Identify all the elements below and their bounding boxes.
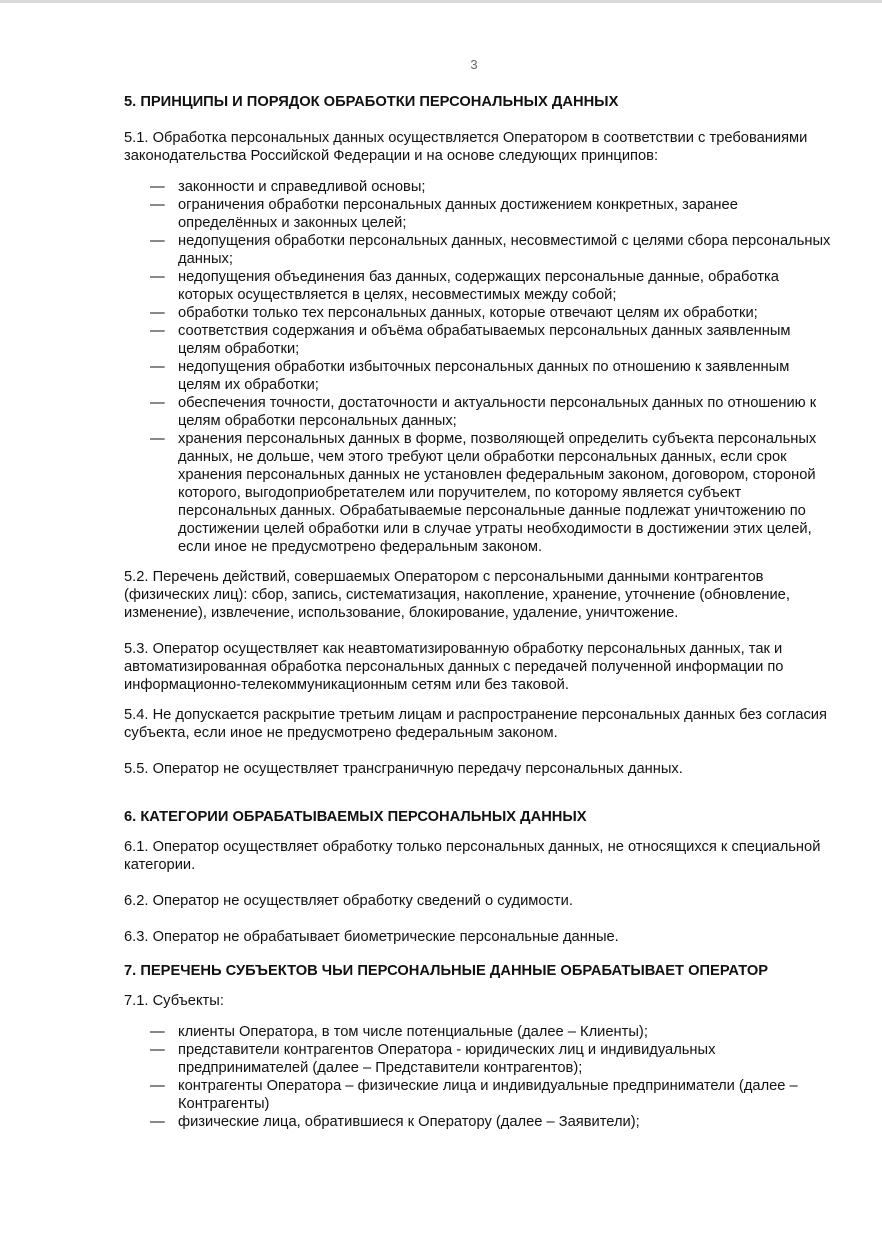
subjects-list [124, 1023, 834, 1131]
top-border [0, 0, 882, 3]
paragraph-5-2: 5.2. Перечень действий, совершаемых Оператором с персональными данными контрагентов (физических лиц): сбор, запись, систематизация, накопление, хранение, уточнение (обновление, изменение), извлечение, использование, блокирование, удаление, уничтожение. [124, 569, 790, 621]
paragraph-6-2: 6.2. Оператор не осуществляет обработку сведений о судимости. [124, 893, 573, 909]
paragraph-5-4: 5.4. Не допускается раскрытие третьим лицам и распространение персональных данных без согласия субъекта, если иное не предусмотрено федеральным законом. [124, 707, 827, 741]
document-body [124, 93, 834, 1131]
list-item: — хранения персональных данных в форме, позволяющей определить субъекта персональных данных, не дольше, чем этого требуют цели обработки персональных данных, если срок хранения персональных данных не установлен федеральным законом, договором, стороной которого, выгодоприобретателем или поручителем, по которому является субъект персональных данных. Обрабатываемые персональные данные подлежат уничтожению по достижении целей обработки или в случае утраты необходимости в достижении этих целей, если иное не предусмотрено федеральным законом. [150, 431, 817, 555]
list-item: — недопущения обработки персональных данных, несовместимой с целями сбора персональных данных; [150, 233, 831, 267]
dash-icon: — [150, 323, 165, 339]
list-item: — недопущения объединения баз данных, содержащих персональные данные, обработка которых осуществляется в целях, несовместимых между собой; [150, 269, 779, 303]
dash-icon: — [150, 179, 165, 195]
paragraph-6-3: 6.3. Оператор не обрабатывает биометрические персональные данные. [124, 929, 619, 945]
list-item: — физические лица, обратившиеся к Оператору (далее – Заявители); [150, 1114, 640, 1130]
dash-icon: — [150, 1078, 165, 1094]
paragraph-6-1: 6.1. Оператор осуществляет обработку только персональных данных, не относящихся к специальной категории. [124, 839, 821, 873]
section-7-heading: 7. ПЕРЕЧЕНЬ СУБЪЕКТОВ ЧЬИ ПЕРСОНАЛЬНЫЕ ДАННЫЕ ОБРАБАТЫВАЕТ ОПЕРАТОР [124, 963, 769, 979]
list-item: — клиенты Оператора, в том числе потенциальные (далее – Клиенты); [150, 1024, 648, 1040]
list-item: — контрагенты Оператора – физические лица и индивидуальные предприниматели (далее – Контрагенты) [150, 1078, 798, 1112]
dash-icon: — [150, 233, 165, 249]
dash-icon: — [150, 1042, 165, 1058]
list-item: — законности и справедливой основы; [150, 179, 426, 195]
dash-icon: — [150, 359, 165, 375]
dash-icon: — [150, 431, 165, 447]
list-item: — представители контрагентов Оператора - юридических лиц и индивидуальных предпринимателей (далее – Представители контрагентов); [150, 1042, 716, 1076]
list-item: — обработки только тех персональных данных, которые отвечают целям их обработки; [150, 305, 758, 321]
paragraph-5-3: 5.3. Оператор осуществляет как неавтоматизированную обработку персональных данных, так и автоматизированная обработка персональных данных с передачей полученной информации по информационно-телекоммуникационным сетям или без таковой. [124, 641, 784, 693]
paragraph-5-1: 5.1. Обработка персональных данных осуществляется Оператором в соответствии с требованиями законодательства Российской Федерации и на основе следующих принципов: [124, 130, 808, 164]
section-6-heading: 6. КАТЕГОРИИ ОБРАБАТЫВАЕМЫХ ПЕРСОНАЛЬНЫХ ДАННЫХ [124, 809, 587, 825]
section-5-heading: 5. ПРИНЦИПЫ И ПОРЯДОК ОБРАБОТКИ ПЕРСОНАЛЬНЫХ ДАННЫХ [124, 94, 619, 110]
paragraph-7-1: 7.1. Субъекты: [124, 993, 224, 1009]
page-number: 3 [470, 57, 478, 72]
principles-list [124, 178, 834, 556]
list-item: — обеспечения точности, достаточности и актуальности персональных данных по отношению к целям обработки персональных данных; [150, 395, 817, 429]
dash-icon: — [150, 395, 165, 411]
dash-icon: — [150, 269, 165, 285]
list-item: — соответствия содержания и объёма обрабатываемых персональных данных заявленным целям обработки; [150, 323, 791, 357]
dash-icon: — [150, 197, 165, 213]
list-item: — недопущения обработки избыточных персональных данных по отношению к заявленным целям их обработки; [150, 359, 790, 393]
dash-icon: — [150, 305, 165, 321]
list-item: — ограничения обработки персональных данных достижением конкретных, заранее определённых и законных целей; [150, 197, 738, 231]
dash-icon: — [150, 1114, 165, 1130]
paragraph-5-5: 5.5. Оператор не осуществляет трансграничную передачу персональных данных. [124, 761, 683, 777]
dash-icon: — [150, 1024, 165, 1040]
